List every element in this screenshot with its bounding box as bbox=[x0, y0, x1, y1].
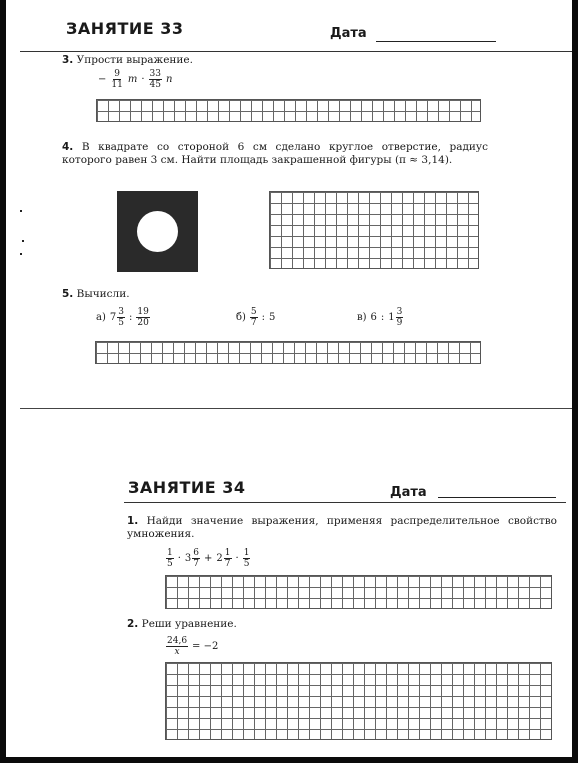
task5-part-c bbox=[357, 307, 403, 328]
task5-heading bbox=[62, 288, 130, 301]
lesson33-date-line bbox=[376, 41, 496, 42]
task1-answer-grid[interactable] bbox=[165, 575, 552, 609]
lesson33-date-label: Дата bbox=[330, 26, 367, 41]
task5-number: 5. bbox=[62, 288, 74, 300]
task2-heading bbox=[127, 618, 237, 631]
task5-b-operator: : bbox=[261, 312, 266, 323]
task1-heading bbox=[127, 515, 557, 541]
task5-answer-grid[interactable] bbox=[95, 341, 481, 364]
lesson34-title: ЗАНЯТИЕ 34 bbox=[128, 478, 246, 497]
task2-equation bbox=[166, 636, 218, 657]
task3-text: Упрости выражение. bbox=[76, 54, 193, 66]
task4-shaded-square bbox=[117, 191, 198, 272]
task5-c-value: 6 bbox=[370, 312, 377, 323]
task3-var-n: n bbox=[165, 74, 173, 85]
task5-a-mixed-number: 7 $\frac{3}{5}$ bbox=[109, 307, 124, 328]
scan-speck bbox=[20, 210, 22, 212]
task4-heading bbox=[62, 141, 488, 167]
task5-part-b bbox=[236, 307, 275, 328]
task5-c-label: в) bbox=[357, 312, 367, 323]
task5-b-fraction: $\frac{5}{7}$ bbox=[250, 307, 257, 328]
task3-heading bbox=[62, 54, 193, 67]
task2-answer-grid[interactable] bbox=[165, 662, 552, 740]
task5-b-value: 5 bbox=[269, 312, 276, 323]
task3-number: 3. bbox=[62, 54, 74, 66]
task1-text: Найди значение выражения, применяя распределительное свойство умножения. bbox=[127, 515, 557, 540]
task3-operator: · bbox=[141, 74, 145, 85]
task3-fraction-1: $\frac{9}{11}$ bbox=[111, 69, 123, 90]
task5-a-label: а) bbox=[96, 312, 106, 323]
task2-rhs: = −2 bbox=[192, 641, 219, 652]
task2-number: 2. bbox=[127, 618, 139, 630]
task1-mixed-2: 2 $\frac{1}{7}$ bbox=[216, 548, 231, 569]
task4-number: 4. bbox=[62, 141, 74, 153]
task5-part-a bbox=[96, 307, 150, 328]
scan-speck bbox=[20, 253, 22, 255]
task5-a-operator: : bbox=[128, 312, 133, 323]
task3-sign: − bbox=[98, 74, 107, 85]
task5-c-mixed-number: 1 $\frac{3}{9}$ bbox=[388, 307, 403, 328]
scan-speck bbox=[22, 240, 24, 242]
task1-fraction-1: $\frac{1}{5}$ bbox=[167, 548, 173, 569]
lesson33-header-rule bbox=[20, 51, 576, 52]
task1-fraction-2: $\frac{1}{5}$ bbox=[243, 548, 250, 569]
task3-answer-grid[interactable] bbox=[96, 99, 481, 122]
task3-var-m: m bbox=[127, 74, 138, 85]
task4-circular-hole bbox=[137, 211, 178, 252]
task2-text: Реши уравнение. bbox=[141, 618, 237, 630]
task3-fraction-2: $\frac{33}{45}$ bbox=[149, 69, 161, 90]
page-divider bbox=[20, 408, 576, 409]
task2-fraction: $\frac{24,6}{x}$ bbox=[167, 636, 188, 657]
task5-a-fraction: $\frac{19}{20}$ bbox=[137, 307, 149, 328]
lesson34-date-label: Дата bbox=[390, 485, 427, 500]
task4-text: В квадрате со стороной 6 см сделано круглое отверстие, радиус которого равен 3 см. Найти площадь закрашенной фигуры (π ≈ 3,14). bbox=[62, 141, 488, 166]
task5-c-operator: : bbox=[380, 312, 385, 323]
lesson33-title: ЗАНЯТИЕ 33 bbox=[66, 19, 184, 38]
task1-expression: $\frac{1}{5}$ · 3 $\frac{6}{7}$ + 2 $\frac{1}{7}$ · $\frac{1}{5}$ bbox=[167, 548, 250, 569]
task1-number: 1. bbox=[127, 515, 139, 527]
task4-answer-grid[interactable] bbox=[269, 191, 479, 269]
task5-text: Вычисли. bbox=[76, 288, 130, 300]
lesson34-header-rule bbox=[124, 502, 566, 503]
task5-b-label: б) bbox=[236, 312, 246, 323]
task3-expression bbox=[98, 69, 172, 90]
task1-mixed-1: 3 $\frac{6}{7}$ bbox=[184, 548, 200, 569]
lesson34-date-line bbox=[438, 497, 556, 498]
